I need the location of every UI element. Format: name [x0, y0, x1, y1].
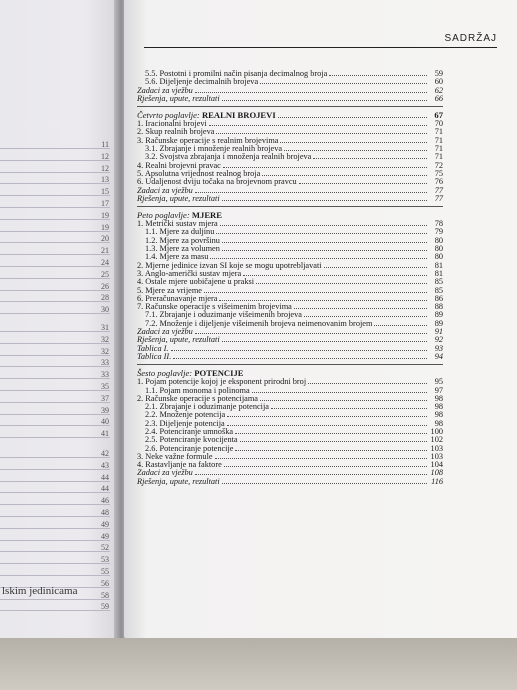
- dot-leader: [260, 78, 427, 84]
- toc-entry-label: 3.1. Zbrajanje i množenje realnih brojeva: [145, 144, 283, 154]
- left-page-number: 53: [101, 555, 109, 565]
- toc-entry-label: 1.1. Pojam monoma i polinoma: [145, 385, 250, 395]
- page-number: 78: [434, 219, 443, 229]
- toc-entry-label: 2.6. Potenciranje potencije: [145, 443, 234, 453]
- dot-leader: [171, 345, 427, 351]
- page-number: 80: [434, 252, 443, 262]
- page-number: 72: [434, 160, 443, 170]
- left-page-number: 42: [101, 449, 109, 458]
- page-number: 92: [434, 335, 443, 345]
- toc-entry-label: Rješenja, upute, rezultati: [137, 476, 220, 486]
- toc-entry-label: 2. Mjerne jedinice izvan SI koje se mogu upotrebljavati: [137, 260, 322, 270]
- chapter-prefix: Četvrto poglavlje:: [137, 110, 200, 121]
- toc-entry-label: 3. Računske operacije s realnim brojevima: [137, 135, 279, 145]
- left-page-line: [0, 563, 110, 564]
- left-page-number: 41: [101, 429, 109, 439]
- dot-leader: [235, 428, 427, 434]
- toc-entry-label: 3.2. Svojstva zbrajanja i množenja realnih brojeva: [145, 152, 312, 162]
- left-page-fragment: lskim jedinicama: [2, 584, 78, 597]
- desk-surface: [0, 638, 517, 690]
- dot-leader: [256, 278, 427, 284]
- page-number: 81: [434, 268, 443, 278]
- page-number: 97: [434, 385, 443, 395]
- dot-leader: [195, 87, 427, 93]
- page-number: 71: [434, 127, 443, 137]
- page-number: 60: [434, 77, 443, 87]
- toc-entry-label: Rješenja, upute, rezultati: [137, 93, 220, 103]
- dot-leader: [278, 112, 427, 118]
- page-number: 104: [430, 460, 443, 470]
- left-page-number: 46: [101, 496, 109, 506]
- toc-entry-label: 7. Računske operacije s višeimenim brojevima: [137, 302, 292, 312]
- left-page-line: [0, 219, 110, 220]
- toc-entry-label: 2.2. Množenje potencija: [145, 410, 226, 420]
- section-divider: [137, 106, 443, 107]
- toc-entry-label: Rješenja, upute, rezultati: [137, 335, 220, 345]
- dot-leader: [195, 469, 427, 475]
- dot-leader: [204, 287, 427, 293]
- toc-entry-label: 1.3. Mjere za volumen: [145, 244, 220, 254]
- left-page-line: [0, 414, 110, 415]
- left-page-line: [0, 390, 110, 391]
- dot-leader: [299, 178, 427, 184]
- page-number: 91: [434, 327, 443, 337]
- page-number: 89: [434, 318, 443, 328]
- toc-entry-label: 4. Rastavljanje na faktore: [137, 460, 222, 470]
- dot-leader: [222, 245, 427, 251]
- toc-entry[interactable]: [137, 195, 443, 203]
- toc-entry-label: 7.1. Zbrajanje i oduzimanje višeimenih brojeva: [145, 310, 302, 320]
- left-page-line: [0, 266, 110, 267]
- page-number: 94: [434, 351, 443, 361]
- dot-leader: [235, 445, 427, 451]
- left-page-line: [0, 231, 110, 232]
- toc-entry-label: 4. Realni brojevni pravac: [137, 160, 221, 170]
- left-page-number: 20: [101, 234, 109, 244]
- left-page-line: [0, 195, 110, 196]
- dot-leader: [280, 137, 427, 143]
- page-number: 86: [434, 293, 443, 303]
- left-page-number: 21: [101, 246, 109, 256]
- dot-leader: [227, 420, 427, 426]
- toc-entry-label: Zadaci za vježbu: [137, 327, 193, 337]
- page-number: 103: [430, 451, 443, 461]
- toc-entry-label: 6. Udaljenost dviju točaka na brojevnom pravcu: [137, 177, 297, 187]
- left-page-line: [0, 183, 110, 184]
- left-page-line: [0, 402, 110, 403]
- header-title: SADRŽAJ: [444, 33, 497, 44]
- page-number: 102: [430, 435, 443, 445]
- chapter-prefix: Peto poglavlje:: [137, 210, 190, 221]
- toc-entry-label: 5.5. Postotni i promilni način pisanja decimalnog broja: [145, 69, 328, 78]
- left-page-line: [0, 551, 110, 552]
- dot-leader: [222, 195, 427, 201]
- toc-entry[interactable]: [137, 478, 443, 486]
- dot-leader: [252, 387, 427, 393]
- left-page-line: [0, 528, 110, 529]
- left-page-number: 33: [101, 370, 109, 380]
- left-page-number: 31: [101, 323, 109, 332]
- toc-entry-label: 2. Skup realnih brojeva: [137, 127, 215, 137]
- toc-entry[interactable]: [137, 345, 443, 353]
- page-number: 59: [434, 69, 443, 78]
- page-number: 103: [430, 443, 443, 453]
- page-number: 98: [434, 410, 443, 420]
- dot-leader: [222, 336, 427, 342]
- section-divider: [137, 364, 443, 365]
- chapter-title: REALNI BROJEVI: [201, 110, 276, 121]
- left-page-number: 19: [101, 222, 109, 232]
- left-page-number: 17: [101, 199, 109, 208]
- toc-entry-label: 6. Preračunavanje mjera: [137, 293, 218, 303]
- dot-leader: [374, 320, 427, 326]
- left-page-line: [0, 301, 110, 302]
- page-number: 108: [430, 468, 443, 478]
- left-page-line: [0, 148, 110, 149]
- left-page-line: [0, 331, 110, 332]
- left-page-line: [0, 313, 110, 314]
- page-number: 76: [434, 177, 443, 187]
- dot-leader: [308, 378, 427, 384]
- toc-entry[interactable]: [137, 353, 443, 361]
- dot-leader: [222, 478, 427, 484]
- page-number: 70: [434, 119, 443, 129]
- left-page-line: [0, 481, 110, 482]
- section-divider: [137, 206, 443, 207]
- dot-leader: [216, 128, 427, 134]
- toc-entry-label: 2. Računske operacije s potencijama: [137, 393, 258, 403]
- dot-leader: [215, 453, 427, 459]
- chapter-prefix: Šesto poglavlje:: [137, 368, 193, 379]
- left-page-number: 19: [101, 210, 109, 220]
- dot-leader: [216, 228, 427, 234]
- dot-leader: [329, 70, 427, 76]
- dot-leader: [220, 220, 427, 226]
- toc-entry-label: 2.3. Dijeljenje potencija: [145, 418, 225, 428]
- left-page-line: [0, 504, 110, 505]
- left-page-number: 44: [101, 484, 109, 494]
- toc-entry-label: Tablica II.: [137, 351, 172, 361]
- toc-entry-label: 1.4. Mjere za masu: [145, 252, 209, 262]
- left-page-number: 33: [101, 358, 109, 368]
- toc-entry-label: 1.1. Mjere za duljinu: [145, 227, 215, 237]
- page-number: 71: [434, 152, 443, 162]
- left-page-line: [0, 610, 110, 611]
- left-page-number: 13: [101, 175, 109, 185]
- toc-entry-label: 1.2. Mjere za površinu: [145, 235, 220, 245]
- page-number: 85: [434, 285, 443, 295]
- dot-leader: [324, 262, 427, 268]
- left-page-number: 25: [101, 269, 109, 279]
- dot-leader: [284, 145, 427, 151]
- right-page: [124, 0, 517, 638]
- left-page-number: 59: [101, 602, 109, 612]
- left-page-line: [0, 172, 110, 173]
- left-page-line: [0, 437, 110, 438]
- page-number: 77: [434, 193, 443, 203]
- left-page-line: [0, 540, 110, 541]
- dot-leader: [243, 270, 427, 276]
- dot-leader: [195, 187, 427, 193]
- page-header: [144, 33, 497, 48]
- dot-leader: [223, 162, 427, 168]
- chapter-title: MJERE: [191, 210, 222, 221]
- toc-entry[interactable]: [137, 336, 443, 344]
- dot-leader: [222, 237, 427, 243]
- left-page-number: 11: [101, 140, 109, 149]
- page-number: 98: [434, 393, 443, 403]
- dot-leader: [224, 461, 427, 467]
- left-page-number: 40: [101, 417, 109, 427]
- toc-entry[interactable]: [137, 95, 443, 103]
- dot-leader: [222, 95, 427, 101]
- left-page-line: [0, 355, 110, 356]
- page-number: 88: [434, 302, 443, 312]
- left-page-number: 12: [101, 151, 109, 161]
- left-page-number: 30: [101, 305, 109, 315]
- left-page-number: 24: [101, 258, 109, 267]
- dot-leader: [294, 303, 427, 309]
- page-number: 80: [434, 235, 443, 245]
- page-number: 80: [434, 244, 443, 254]
- left-page-line: [0, 254, 110, 255]
- page-number: 98: [434, 402, 443, 412]
- left-page-number: 56: [101, 578, 109, 588]
- page-number: 79: [434, 227, 443, 237]
- left-page-number: 26: [101, 281, 109, 291]
- left-page-line: [0, 425, 110, 426]
- page-number: 95: [434, 377, 443, 387]
- left-page-number: 12: [101, 163, 109, 173]
- dot-leader: [227, 411, 427, 417]
- left-page-number: 58: [101, 590, 109, 600]
- left-page-number: 32: [101, 334, 109, 344]
- page-number: 71: [434, 135, 443, 145]
- page-number: 81: [434, 260, 443, 270]
- toc-entry-label: Zadaci za vježbu: [137, 85, 193, 95]
- left-page-line: [0, 457, 110, 458]
- left-page-number: 37: [101, 393, 109, 403]
- dot-leader: [210, 253, 427, 259]
- toc-entry-label: Zadaci za vježbu: [137, 185, 193, 195]
- page-number: 116: [431, 476, 443, 486]
- toc-entry-label: 3. Anglo-američki sustav mjera: [137, 268, 242, 278]
- left-page-line: [0, 575, 110, 576]
- left-page-line: [0, 343, 110, 344]
- left-page: [0, 0, 122, 690]
- dot-leader: [260, 395, 427, 401]
- dot-leader: [209, 120, 427, 126]
- toc-entry-label: 4. Ostale mjere uobičajene u praksi: [137, 277, 255, 287]
- toc-entry-label: 1. Pojam potencije kojoj je eksponent prirodni broj: [137, 377, 307, 387]
- page-number: 93: [434, 343, 443, 353]
- toc-entry-label: 5.6. Dijeljenje decimalnih brojeva: [145, 77, 259, 87]
- left-page-number: 49: [101, 519, 109, 529]
- toc-entry-label: Tablica I.: [137, 343, 169, 353]
- page-number: 98: [434, 418, 443, 428]
- toc-entry-label: 2.4. Potenciranje umnoška: [145, 426, 234, 436]
- dot-leader: [313, 153, 427, 159]
- left-page-line: [0, 599, 110, 600]
- dot-leader: [195, 328, 427, 334]
- dot-leader: [219, 295, 427, 301]
- left-page-line: [0, 207, 110, 208]
- left-page-number: 44: [101, 472, 109, 482]
- toc-entry-label: 7.2. Množenje i dijeljenje višeimenih brojeva neimenovanim brojem: [145, 318, 373, 328]
- left-page-number: 15: [101, 187, 109, 197]
- left-page-line: [0, 366, 110, 367]
- left-page-number: 43: [101, 460, 109, 470]
- page-number: 67: [434, 110, 443, 121]
- left-page-number: 49: [101, 531, 109, 541]
- toc-entry-label: 1. Iracionalni brojevi: [137, 119, 207, 129]
- page-number: 75: [434, 168, 443, 178]
- left-page-line: [0, 378, 110, 379]
- left-page-number: 35: [101, 382, 109, 391]
- toc-entry-label: 3. Neke važne formule: [137, 451, 213, 461]
- page-number: 71: [434, 144, 443, 154]
- page-number: 89: [434, 310, 443, 320]
- table-of-contents: [137, 70, 443, 486]
- dot-leader: [262, 170, 427, 176]
- toc-entry-label: Rješenja, upute, rezultati: [137, 193, 220, 203]
- dot-leader: [224, 213, 427, 218]
- left-page-number: 28: [101, 293, 109, 303]
- dot-leader: [304, 311, 427, 317]
- toc-entry-label: 2.1. Zbrajanje i oduzimanje potencija: [145, 402, 269, 412]
- left-page-number: 55: [101, 567, 109, 576]
- page-number: 62: [434, 85, 443, 95]
- toc-entry-label: 5. Mjere za vrijeme: [137, 285, 202, 295]
- left-page-line: [0, 492, 110, 493]
- page-number: 77: [434, 185, 443, 195]
- dot-leader: [245, 371, 427, 376]
- page-number: 85: [434, 277, 443, 287]
- toc-entry-label: 2.5. Potenciranje kvocijenta: [145, 435, 238, 445]
- left-page-number: 48: [101, 508, 109, 517]
- left-page-line: [0, 160, 110, 161]
- left-page-number: 39: [101, 405, 109, 415]
- toc-entry-label: Zadaci za vježbu: [137, 468, 193, 478]
- page-number: 100: [430, 426, 443, 436]
- left-page-line: [0, 290, 110, 291]
- left-page-line: [0, 469, 110, 470]
- toc-entry-label: 1. Metrički sustav mjera: [137, 219, 218, 229]
- left-page-number: 32: [101, 346, 109, 356]
- page-number: 66: [434, 93, 443, 103]
- left-page-line: [0, 242, 110, 243]
- chapter-title: POTENCIJE: [194, 368, 244, 379]
- dot-leader: [240, 436, 427, 442]
- left-page-line: [0, 516, 110, 517]
- left-page-number: 52: [101, 543, 109, 553]
- left-page-line: [0, 278, 110, 279]
- dot-leader: [271, 403, 427, 409]
- dot-leader: [173, 353, 427, 359]
- toc-entry-label: 5. Apsolutna vrijednost realnog broja: [137, 168, 261, 178]
